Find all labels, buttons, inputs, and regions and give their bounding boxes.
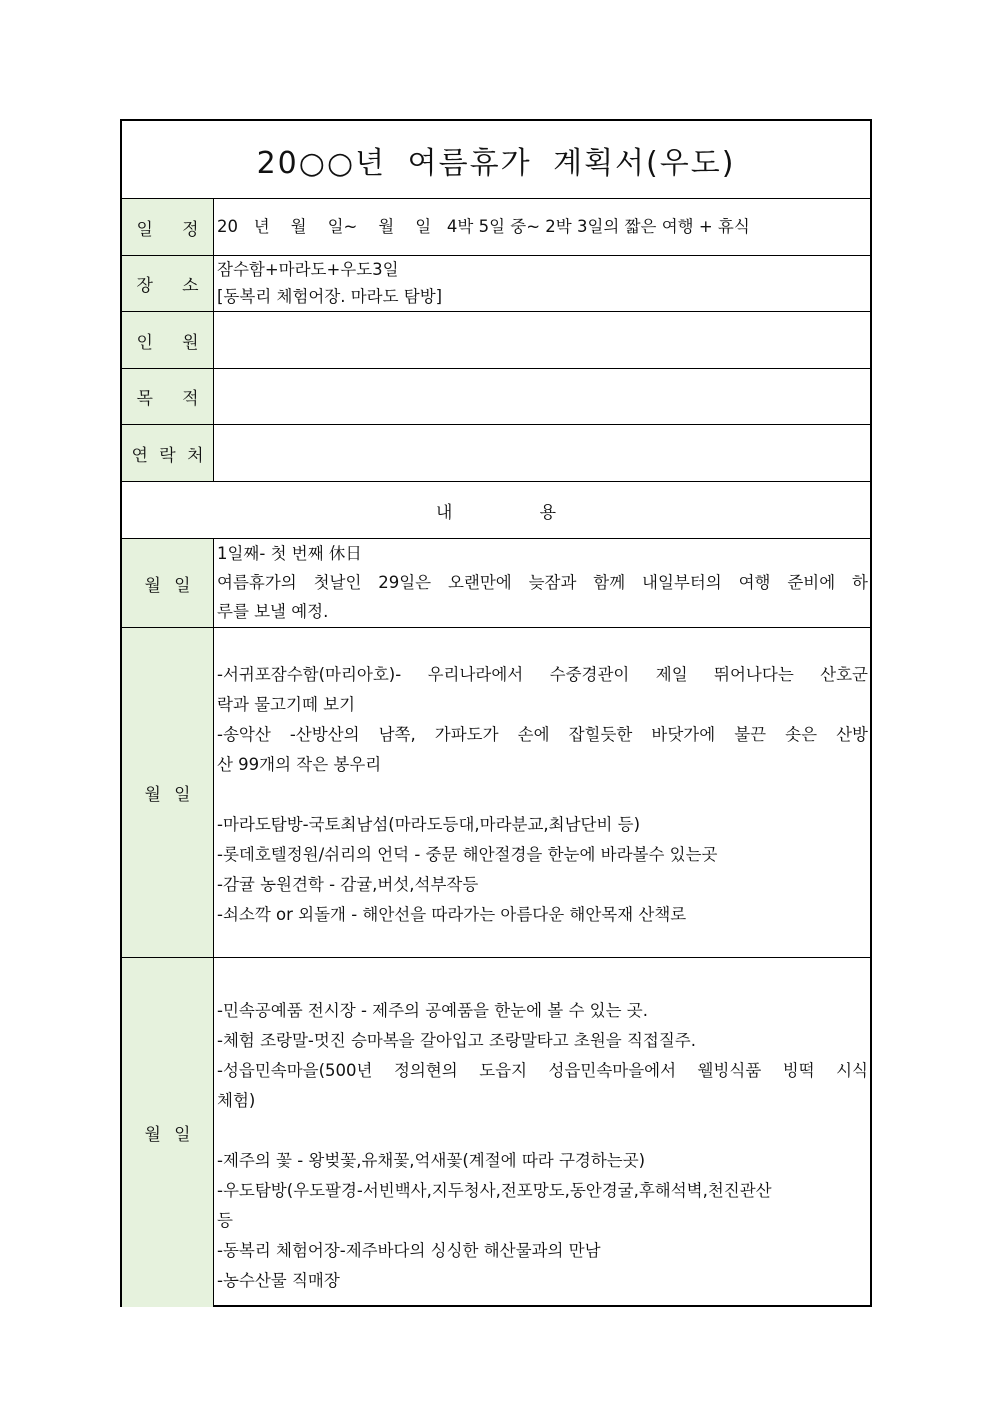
place-label-a: 장	[136, 276, 153, 296]
place-label	[122, 256, 214, 311]
day3-row	[122, 958, 870, 1307]
contact-row	[122, 425, 870, 482]
purpose-label	[122, 369, 214, 424]
contact-label-b: 락	[159, 445, 176, 466]
day3-line-5: 체험)	[217, 1091, 256, 1110]
day2-line-4: -송악산 -산방산의 남쪽, 가파도가 손에 잡힐듯한 바닷가에 불끈 솟은 산방	[217, 725, 868, 744]
people-row	[122, 312, 870, 369]
day2-line-7: -마라도탐방-국토최남섬(마라도등대,마라분교,최남단비 등)	[217, 815, 641, 834]
people-label	[122, 312, 214, 368]
day3-line-8: -우도탐방(우도팔경-서빈백사,지두청사,전포망도,동안경굴,후해석벽,천진관산	[217, 1181, 772, 1200]
day1-line-3: 루를 보낼 예정.	[217, 602, 329, 621]
day1-label-a: 월	[144, 575, 161, 596]
schedule-label-a: 일	[136, 219, 153, 240]
people-label-a: 인	[136, 332, 153, 353]
contact-label	[122, 425, 214, 481]
schedule-row	[122, 199, 870, 256]
content-header	[122, 482, 870, 539]
day2-line-10: -쇠소깍 or 외돌개 - 해안선을 따라가는 아름다운 해안목재 산책로	[217, 905, 687, 924]
day3-line-6	[217, 1116, 868, 1146]
day3-line-7: -제주의 꽃 - 왕벚꽃,유채꽃,억새꽃(계절에 따라 구경하는곳)	[217, 1151, 646, 1170]
vacation-plan-document	[120, 119, 872, 1307]
people-value	[217, 312, 868, 368]
place-value	[217, 256, 868, 311]
document-title: 20○○년 여름휴가 계획서(우도)	[122, 121, 870, 199]
place-line-1: 잠수함+마라도+우도3일	[217, 260, 399, 279]
schedule-label	[122, 199, 214, 255]
schedule-label-b: 정	[182, 219, 199, 240]
day1-label-b: 일	[174, 575, 191, 596]
day2-line-1	[217, 630, 868, 660]
day3-content	[217, 958, 868, 1307]
day2-label-b: 일	[174, 785, 191, 805]
day2-label-a: 월	[144, 785, 161, 805]
purpose-label-b: 적	[182, 389, 199, 409]
purpose-label-a: 목	[136, 389, 153, 409]
day3-label	[122, 958, 214, 1307]
day1-line-2: 여름휴가의 첫날인 29일은 오랜만에 늦잠과 함께 내일부터의 여행 준비에 하	[217, 573, 868, 592]
day3-line-4: -성읍민속마을(500년 정의현의 도읍지 성읍민속마을에서 웰빙식품 빙떡 시식	[217, 1061, 868, 1080]
schedule-value: 20 년 월 일~ 월 일 4박 5일 중~ 2박 3일의 짧은 여행 + 휴식	[217, 217, 750, 236]
day3-line-3: -체험 조랑말-멋진 승마복을 갈아입고 조랑말타고 초원을 직접질주.	[217, 1031, 696, 1050]
day2-line-3: 락과 물고기떼 보기	[217, 695, 356, 714]
day2-line-6	[217, 780, 868, 810]
people-label-b: 원	[182, 332, 199, 353]
contact-label-a: 연	[131, 445, 148, 466]
day3-line-9: 등	[217, 1211, 233, 1230]
day2-line-9: -감귤 농원견학 - 감귤,버섯,석부작등	[217, 875, 479, 894]
day3-line-10: -동복리 체험어장-제주바다의 싱싱한 해산물과의 만남	[217, 1241, 601, 1260]
day1-label	[122, 539, 214, 627]
purpose-value	[217, 369, 868, 424]
day3-label-b: 일	[174, 1125, 191, 1145]
place-label-b: 소	[182, 276, 199, 296]
day3-label-a: 월	[144, 1125, 161, 1145]
day1-content	[217, 539, 868, 627]
place-line-2: [동복리 체험어장. 마라도 탐방]	[217, 287, 443, 306]
day3-line-1	[217, 966, 868, 996]
day3-line-11: -농수산물 직매장	[217, 1271, 340, 1290]
day1-line-1: 1일째- 첫 번째 休日	[217, 544, 362, 563]
day2-label	[122, 628, 214, 957]
day2-content	[217, 628, 868, 957]
day1-row	[122, 539, 870, 628]
place-row	[122, 256, 870, 312]
content-header-a: 내	[436, 502, 453, 523]
day2-line-8: -롯데호텔정원/쉬리의 언덕 - 중문 해안절경을 한눈에 바라볼수 있는곳	[217, 845, 718, 864]
contact-label-c: 처	[187, 445, 204, 466]
day3-line-2: -민속공예품 전시장 - 제주의 공예품을 한눈에 볼 수 있는 곳.	[217, 1001, 648, 1020]
purpose-row	[122, 369, 870, 425]
content-header-b: 용	[539, 502, 556, 523]
contact-value	[217, 425, 868, 481]
day2-line-5: 산 99개의 작은 봉우리	[217, 755, 382, 774]
day2-line-2: -서귀포잠수함(마리아호)- 우리나라에서 수중경관이 제일 뛰어나다는 산호군	[217, 665, 868, 684]
day2-row	[122, 628, 870, 958]
